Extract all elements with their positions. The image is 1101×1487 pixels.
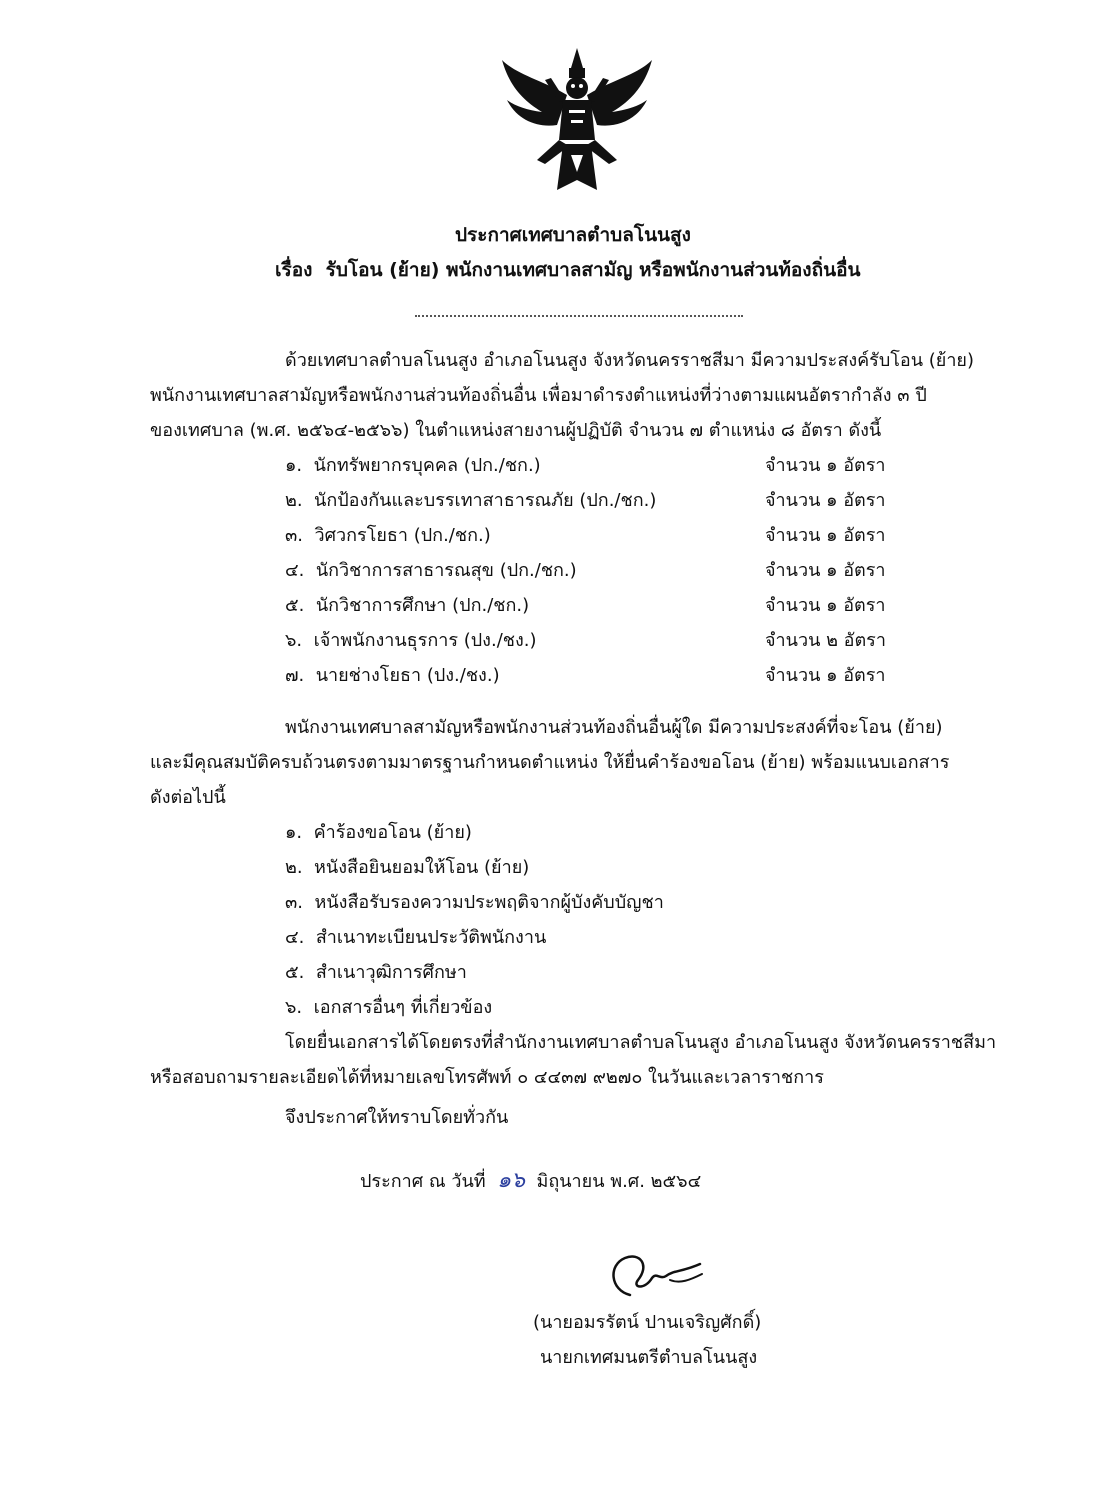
document-name: หนังสือยินยอมให้โอน (ย้าย) [314, 857, 530, 878]
item-number: ๓. [285, 892, 304, 913]
position-name: นักวิชาการศึกษา (ปก./ชก.) [315, 595, 530, 616]
list-item [285, 553, 577, 588]
intro-line-3: ของเทศบาล (พ.ศ. ๒๕๖๔-๒๕๖๖) ในตำแหน่งสายงานผู้ปฏิบัติ จำนวน ๗ ตำแหน่ง ๘ อัตรา ดังนี้ [150, 420, 882, 441]
position-count: จำนวน ๑ อัตรา [765, 560, 886, 581]
requirements-line-3: ดังต่อไปนี้ [150, 787, 226, 808]
item-number: ๕. [285, 962, 305, 983]
submission-line-2: หรือสอบถามรายละเอียดได้ที่หมายเลขโทรศัพท์ ๐ ๔๔๓๗ ๙๒๗๐ ในวันและเวลาราชการ [150, 1067, 824, 1088]
document-name: สำเนาวุฒิการศึกษา [315, 962, 467, 983]
item-number: ๖. [285, 997, 303, 1018]
title-divider [415, 315, 743, 317]
position-count: จำนวน ๑ อัตรา [765, 595, 886, 616]
position-name: นักทรัพยากรบุคคล (ปก./ชก.) [313, 455, 541, 476]
subject-text: รับโอน (ย้าย) พนักงานเทศบาลสามัญ หรือพนักงานส่วนท้องถิ่นอื่น [325, 259, 861, 281]
date-prefix: ประกาศ ณ วันที่ [360, 1171, 486, 1192]
list-item [285, 815, 472, 850]
item-number: ๔. [285, 560, 305, 581]
position-name: เจ้าพนักงานธุรการ (ปง./ชง.) [313, 630, 537, 651]
item-number: ๖. [285, 630, 303, 651]
list-item [285, 850, 529, 885]
intro-line-1: ด้วยเทศบาลตำบลโนนสูง อำเภอโนนสูง จังหวัดนครราชสีมา มีความประสงค์รับโอน (ย้าย) [285, 350, 974, 371]
item-number: ๓. [285, 525, 304, 546]
list-item [285, 990, 492, 1025]
position-count: จำนวน ๑ อัตรา [765, 665, 886, 686]
requirements-line-1: พนักงานเทศบาลสามัญหรือพนักงานส่วนท้องถิ่นอื่นผู้ใด มีความประสงค์ที่จะโอน (ย้าย) [285, 717, 943, 738]
item-number: ๔. [285, 927, 305, 948]
position-count: จำนวน ๒ อัตรา [765, 630, 886, 651]
document-name: สำเนาทะเบียนประวัติพนักงาน [315, 927, 547, 948]
signatory-position: นายกเทศมนตรีตำบลโนนสูง [540, 1347, 758, 1368]
submission-line-1: โดยยื่นเอกสารได้โดยตรงที่สำนักงานเทศบาลตำบลโนนสูง อำเภอโนนสูง จังหวัดนครราชสีมา [285, 1032, 997, 1053]
item-number: ๒. [285, 857, 303, 878]
date-month-year: มิถุนายน พ.ศ. ๒๕๖๔ [536, 1171, 702, 1192]
announcement-date [360, 1163, 701, 1199]
list-item [285, 623, 537, 658]
list-item [285, 955, 467, 990]
list-item [285, 920, 546, 955]
document-name: เอกสารอื่นๆ ที่เกี่ยวข้อง [313, 997, 493, 1018]
item-number: ๕. [285, 595, 305, 616]
list-item [285, 885, 664, 920]
subject-line [275, 255, 860, 285]
item-number: ๑. [285, 455, 303, 476]
list-item [285, 483, 656, 518]
list-item [285, 518, 491, 553]
position-name: นายช่างโยธา (ปง./ชง.) [315, 665, 500, 686]
position-name: นักป้องกันและบรรเทาสาธารณภัย (ปก./ชก.) [314, 490, 657, 511]
subject-label: เรื่อง [275, 259, 313, 281]
page-title: ประกาศเทศบาลตำบลโนนสูง [455, 224, 691, 246]
requirements-line-2: และมีคุณสมบัติครบถ้วนตรงตามมาตรฐานกำหนดตำแหน่ง ให้ยื่นคำร้องขอโอน (ย้าย) พร้อมแนบเอกสาร [150, 752, 950, 773]
position-count: จำนวน ๑ อัตรา [765, 525, 886, 546]
document-name: หนังสือรับรองความประพฤติจากผู้บังคับบัญชา [314, 892, 664, 913]
garuda-emblem-icon [497, 40, 657, 200]
position-name: นักวิชาการสาธารณสุข (ปก./ชก.) [315, 560, 577, 581]
list-item [285, 588, 529, 623]
signatory-name: (นายอมรรัตน์ ปานเจริญศักดิ์) [533, 1312, 762, 1333]
list-item [285, 658, 500, 693]
position-count: จำนวน ๑ อัตรา [765, 490, 886, 511]
item-number: ๒. [285, 490, 303, 511]
list-item [285, 448, 541, 483]
document-name: คำร้องขอโอน (ย้าย) [313, 822, 472, 843]
date-day-handwritten: ๑๖ [497, 1168, 526, 1193]
closing-statement: จึงประกาศให้ทราบโดยทั่วกัน [285, 1107, 509, 1128]
position-name: วิศวกรโยธา (ปก./ชก.) [314, 525, 491, 546]
item-number: ๗. [285, 665, 305, 686]
item-number: ๑. [285, 822, 303, 843]
intro-line-2: พนักงานเทศบาลสามัญหรือพนักงานส่วนท้องถิ่นอื่น เพื่อมาดำรงตำแหน่งที่ว่างตามแผนอัตรากำลัง ๓ ปี [150, 385, 927, 406]
position-count: จำนวน ๑ อัตรา [765, 455, 886, 476]
